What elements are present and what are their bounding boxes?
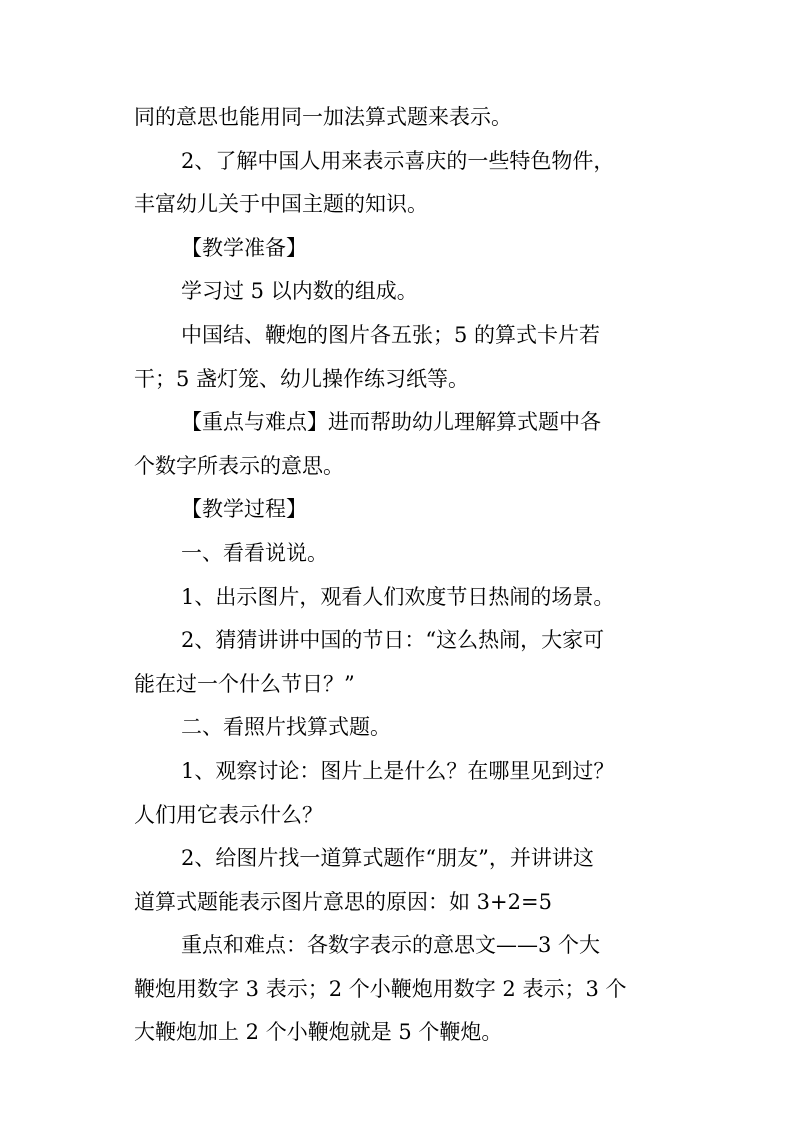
section-heading: 【教学过程】 xyxy=(181,497,307,522)
paragraph-line: 能在过一个什么节日？” xyxy=(134,671,355,696)
section-heading: 【重点与难点】进而帮助幼儿理解算式题中各 xyxy=(181,410,601,435)
paragraph-line: 丰富幼儿关于中国主题的知识。 xyxy=(134,192,428,217)
paragraph-line: 人们用它表示什么？ xyxy=(134,802,323,827)
document-body xyxy=(134,96,674,1055)
paragraph-line: 干；5 盏灯笼、幼儿操作练习纸等。 xyxy=(134,366,470,391)
paragraph-line: 中国结、鞭炮的图片各五张；5 的算式卡片若 xyxy=(181,322,601,347)
paragraph-line: 道算式题能表示图片意思的原因：如 3+2=5 xyxy=(134,889,552,914)
paragraph-line: 1、出示图片，观看人们欢度节日热闹的场景。 xyxy=(181,584,615,609)
paragraph-line: 二、看照片找算式题。 xyxy=(181,715,391,740)
paragraph-line: 学习过 5 以内数的组成。 xyxy=(181,279,418,304)
paragraph-line: 同的意思也能用同一加法算式题来表示。 xyxy=(134,105,512,129)
paragraph-line: 大鞭炮加上 2 个小鞭炮就是 5 个鞭炮。 xyxy=(134,1020,503,1045)
paragraph-line: 一、看看说说。 xyxy=(181,540,328,565)
paragraph-line: 2、了解中国人用来表示喜庆的一些特色物件， xyxy=(181,148,615,173)
paragraph-line: 个数字所表示的意思。 xyxy=(134,453,344,478)
paragraph-line: 重点和难点：各数字表示的意思文——3 个大 xyxy=(181,933,601,958)
paragraph-line: 鞭炮用数字 3 表示；2 个小鞭炮用数字 2 表示；3 个 xyxy=(134,976,627,1001)
paragraph-line: 2、猜猜讲讲中国的节日：“这么热闹，大家可 xyxy=(181,628,605,653)
paragraph-line: 1、观察讨论：图片上是什么？在哪里见到过？ xyxy=(181,758,615,783)
paragraph-line: 2、给图片找一道算式题作“朋友”，并讲讲这 xyxy=(181,846,594,871)
section-heading: 【教学准备】 xyxy=(181,235,307,260)
